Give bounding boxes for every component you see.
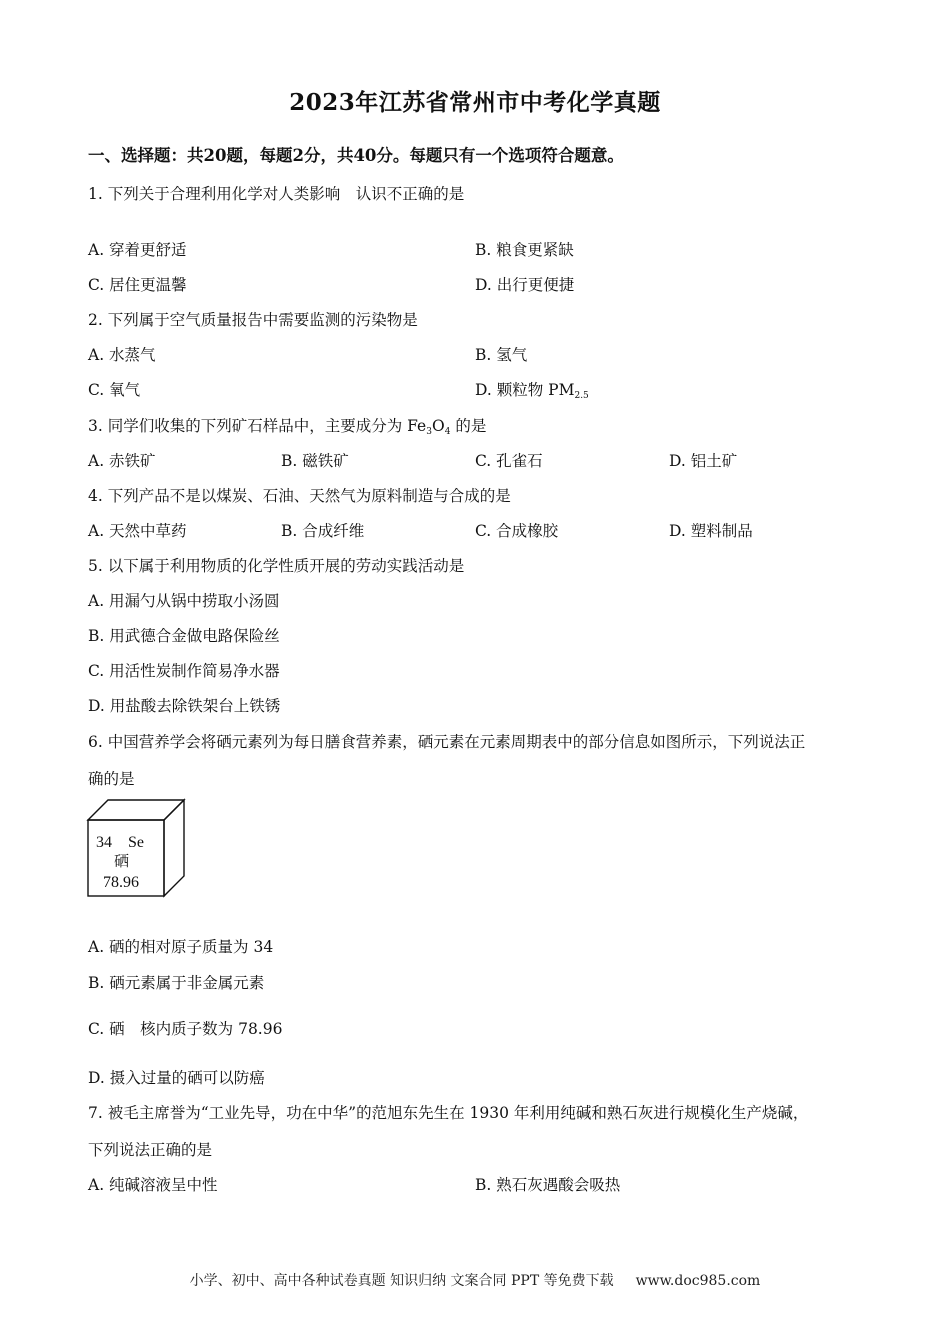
section-heading: 一、选择题：共20题，每题2分，共40分。每题只有一个选项符合题意。 (88, 146, 624, 165)
q3-option-a: A. 赤铁矿 (88, 452, 156, 470)
q6-option-a: A. 硒的相对原子质量为 34 (88, 938, 274, 956)
q2-option-b: B. 氢气 (475, 346, 528, 364)
q4-option-d: D. 塑料制品 (669, 522, 753, 540)
q2-option-d: D. 颗粒物 $PM_{2.5}$ (475, 381, 589, 401)
page-footer (0, 1270, 950, 1290)
question-4-stem: 4. 下列产品不是以煤炭、石油、天然气为原料制造与合成的是 (88, 487, 511, 505)
q4-option-b: B. 合成纤维 (281, 522, 365, 540)
q2-option-a: A. 水蒸气 (88, 346, 156, 364)
q1-option-d: D. 出行更便捷 (475, 276, 575, 294)
question-5-stem: 5. 以下属于利用物质的化学性质开展的劳动实践活动是 (88, 557, 465, 575)
q4-option-c: C. 合成橡胶 (475, 522, 559, 540)
element-name: 硒 (114, 852, 130, 870)
q5-option-d: D. 用盐酸去除铁架台上铁锈 (88, 697, 281, 715)
q1-option-b: B. 粮食更紧缺 (475, 241, 574, 259)
q3-option-c: C. 孔雀石 (475, 452, 543, 470)
q1-option-a: A. 穿着更舒适 (88, 241, 187, 259)
question-7-stem: 7. 被毛主席誉为“工业先导，功在中华”的范旭东先生在 1930 年利用纯碱和熟石灰进行规模化生产烧碱， (88, 1104, 809, 1122)
footer-text: 小学、初中、高中各种试卷真题 知识归纳 文案合同 PPT 等免费下载 (189, 1273, 614, 1289)
q1-option-c: C. 居住更温馨 (88, 276, 187, 294)
element-symbol: Se (128, 834, 144, 851)
q3-option-b: B. 磁铁矿 (281, 452, 349, 470)
q5-option-a: A. 用漏勺从锅中捞取小汤圆 (88, 592, 280, 610)
q7-option-a: A. 纯碱溶液呈中性 (88, 1176, 218, 1194)
footer-url[interactable]: www.doc985.com (635, 1273, 761, 1289)
q6-option-c: C. 硒 核内质子数为 78.96 (88, 1020, 283, 1038)
element-card-figure (86, 798, 188, 900)
question-6-stem-cont: 确的是 (88, 770, 135, 788)
question-2-stem: 2. 下列属于空气质量报告中需要监测的污染物是 (88, 311, 418, 329)
page-title: 2023年江苏省常州市中考化学真题 (289, 89, 661, 116)
q5-option-b: B. 用武德合金做电路保险丝 (88, 627, 280, 645)
q2-option-c: C. 氧气 (88, 381, 141, 399)
q6-option-b: B. 硒元素属于非金属元素 (88, 974, 265, 992)
element-number: 34 (96, 834, 112, 851)
q3-option-d: D. 铝土矿 (669, 452, 738, 470)
question-1-stem: 1. 下列关于合理利用化学对人类影响 认识不正确的是 (88, 185, 465, 203)
question-6-stem: 6. 中国营养学会将硒元素列为每日膳食营养素，硒元素在元素周期表中的部分信息如图所示，下列说法正 (88, 733, 806, 751)
q4-option-a: A. 天然中草药 (88, 522, 187, 540)
question-3-stem: 3. 同学们收集的下列矿石样品中，主要成分为 $Fe_3O_4$ 的是 (88, 417, 487, 437)
q6-option-d: D. 摄入过量的硒可以防癌 (88, 1069, 265, 1087)
question-7-stem-cont: 下列说法正确的是 (88, 1141, 213, 1159)
q7-option-b: B. 熟石灰遇酸会吸热 (475, 1176, 621, 1194)
q5-option-c: C. 用活性炭制作简易净水器 (88, 662, 280, 680)
element-mass: 78.96 (103, 874, 139, 891)
